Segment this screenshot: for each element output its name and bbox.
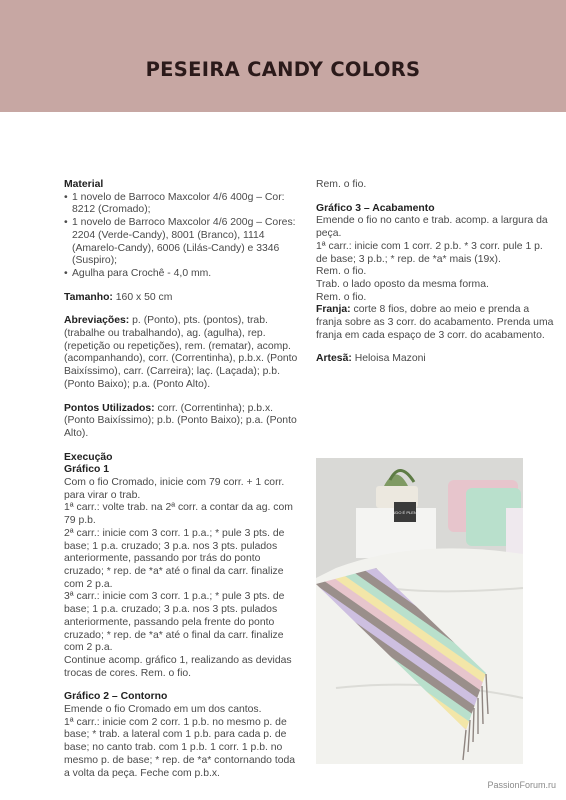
- execution-line: Continue acomp. gráfico 1, realizando as devidas trocas de cores. Rem. o fio.: [64, 654, 292, 679]
- chart3-line: Trab. o lado oposto da mesma forma.: [316, 278, 489, 290]
- execution-line: 3ª carr.: inicie com 3 corr. 1 p.a.; * pule 3 pts. de base; 1 p.a. cruzado; 3 p.a. nos 3 pts. pulados anteriormente, passando pela frente do ponto cruzado; * rep. de *a* até o final da carr. finalize com 2 p.a.: [64, 591, 285, 654]
- stitches-label: Pontos Utilizados:: [64, 402, 155, 414]
- chart3-line: Rem. o fio.: [316, 266, 367, 278]
- chart3-line: Rem. o fio.: [316, 291, 367, 303]
- artisan-name: Heloisa Mazoni: [351, 353, 426, 365]
- size-value: 160 x 50 cm: [112, 291, 173, 303]
- watermark: PassionForum.ru: [487, 780, 556, 790]
- chart2-line: Emende o fio Cromado em um dos cantos.: [64, 704, 262, 716]
- material-heading: Material: [64, 179, 104, 190]
- abbreviations-text: p. (Ponto), pts. (pontos), trab. (trabalhe ou trabalhando), ag. (agulha), rep. (repetição ou repetições), rem. (rematar), acomp. (acompanhando), corr. (Correntinha), p.b.x. (Ponto Baixíssimo), carr. (Carreira); laç. (Laçada); p.b. (Ponto Baixo); p.a. (Ponto Alto).: [64, 315, 298, 390]
- material-list: [64, 192, 302, 281]
- material-item: • 1 novelo de Barroco Maxcolor 4/6 400g – Cor: 8212 (Cromado);: [64, 192, 302, 217]
- fringe-label: Franja:: [316, 304, 351, 316]
- execution-line: 2ª carr.: inicie com 3 corr. 1 p.a.; * pule 3 pts. de base; 1 p.a. cruzado; 3 p.a. nos 3 pts. pulados anteriormente, passando por trás do ponto cruzado; * rep. de *a* até o final da carr. finalize com 2 p.a.: [64, 527, 285, 590]
- stitches-text: corr. (Correntinha); p.b.x. (Ponto Baixíssimo); p.b. (Ponto Baixo); p.a. (Ponto Alto).: [64, 402, 297, 439]
- execution-line: 1ª carr.: volte trab. na 2ª corr. a contar da ag. com 79 p.b.: [64, 502, 293, 527]
- title-banner: [0, 0, 566, 112]
- artisan-paragraph: [316, 353, 556, 366]
- execution-heading: Execução: [64, 451, 113, 463]
- left-column: [64, 179, 302, 780]
- chart3-line: Emende o fio no canto e trab. acomp. a largura da peça.: [316, 215, 548, 240]
- stitches-paragraph: [64, 403, 302, 441]
- artisan-label: Artesã:: [316, 353, 352, 365]
- size-label: Tamanho:: [64, 291, 113, 303]
- chart1-heading: Gráfico 1: [64, 464, 110, 476]
- right-column: [316, 179, 556, 366]
- chart3-heading: Gráfico 3 – Acabamento: [316, 202, 435, 214]
- abbreviations-paragraph: [64, 315, 302, 391]
- execution-line: Com o fio Cromado, inicie com 79 corr. + 1 corr. para virar o trab.: [64, 477, 285, 501]
- material-item: • 1 novelo de Barroco Maxcolor 4/6 200g – Cores: 2204 (Verde-Candy), 8001 (Branco), 1114 (Amarelo-Candy), 6006 (Lilás-Candy) e 3346 (Suspiro);: [64, 217, 302, 268]
- fringe-paragraph: [316, 304, 556, 342]
- chart2-line: Rem. o fio.: [316, 179, 367, 190]
- product-photo: [316, 458, 523, 764]
- fringe-text: corte 8 fios, dobre ao meio e prenda a franja sobre as 3 corr. do acabamento. Prenda uma franja em cada espaço de 3 corr. do acabamento.: [316, 304, 554, 341]
- chart2-heading: Gráfico 2 – Contorno: [64, 691, 168, 703]
- material-item: • Agulha para Crochê - 4,0 mm.: [64, 268, 302, 281]
- page-title: PESEIRA CANDY COLORS: [145, 58, 421, 81]
- bed-with-runner-illustration: [316, 458, 523, 764]
- size-paragraph: [64, 292, 302, 305]
- svg-text:TUDO É PLENO: TUDO É PLENO: [390, 510, 420, 515]
- chart2-line: 1ª carr.: inicie com 2 corr. 1 p.b. no mesmo p. de base; * trab. a lateral com 1 p.b. para cada p. de base; no canto trab. com 1 p.b. 1 corr. 1 p.b. no mesmo p. de base; * rep. de *a* contornando toda a volta da peça. Feche com p.b.x.: [64, 716, 296, 779]
- chart3-line: 1ª carr.: inicie com 1 corr. 2 p.b. * 3 corr. pule 1 p. de base; 3 p.b.; * rep. de *a* mais (19x).: [316, 240, 543, 265]
- abbreviations-label: Abreviações:: [64, 315, 130, 327]
